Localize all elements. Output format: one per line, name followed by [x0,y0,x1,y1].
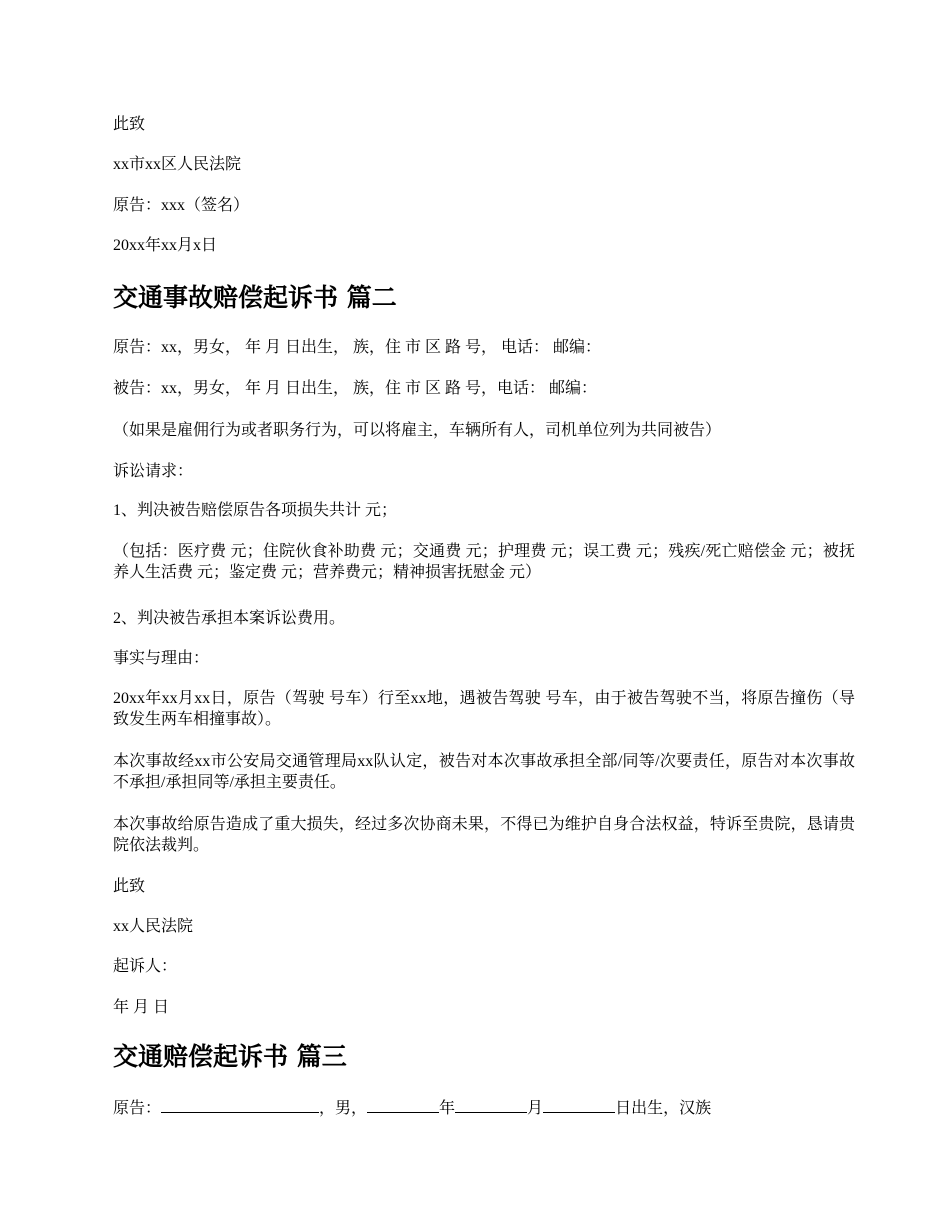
complainant-label: 起诉人： [113,958,178,975]
claim-2: 2、判决被告承担本案诉讼费用。 [113,610,346,627]
plaintiff-signature: 原告：xxx（签名） [113,197,250,214]
court-name-2: xx人民法院 [113,918,194,935]
year-blank[interactable] [367,1097,439,1113]
claim-1: 1、判决被告赔偿原告各项损失共计 元； [113,502,398,519]
month-label: 月 [527,1100,544,1117]
salutation-1: 此致 [113,116,146,133]
name-blank[interactable] [161,1097,319,1113]
month-blank[interactable] [455,1097,527,1113]
day-blank[interactable] [543,1097,615,1113]
plaintiff-prefix: 原告： [113,1100,162,1117]
date-2: 年 月 日 [113,999,170,1016]
date-1: 20xx年xx月x日 [113,237,218,254]
section-heading-2: 交通事故赔偿起诉书 篇二 [113,283,397,312]
year-label: 年 [439,1100,456,1117]
defendant-info: 被告：xx，男女， 年 月 日出生， 族，住 市 区 路 号，电话： 邮编： [113,380,598,397]
plaintiff-form-line [113,1097,855,1119]
born-ethnicity: 日出生，汉族 [615,1100,712,1117]
fact-1: 20xx年xx月xx日，原告（驾驶 号车）行至xx地，遇被告驾驶 号车，由于被告驾驶不当，将原告撞伤（导致发生两车相撞事故）。 [113,690,855,728]
fact-2: 本次事故经xx市公安局交通管理局xx队认定，被告对本次事故承担全部/同等/次要责任，原告对本次事故不承担/承担同等/承担主要责任。 [113,753,855,791]
claim-1-detail: （包括：医疗费 元；住院伙食补助费 元；交通费 元；护理费 元；误工费 元；残疾/死亡赔偿金 元；被抚养人生活费 元；鉴定费 元；营养费元；精神损害抚慰金 元） [113,543,855,581]
section-heading-3: 交通赔偿起诉书 篇三 [113,1042,347,1071]
facts-label: 事实与理由： [113,650,210,667]
court-name-1: xx市xx区人民法院 [113,156,242,173]
plaintiff-info: 原告：xx，男女， 年 月 日出生， 族，住 市 区 路 号， 电话： 邮编： [113,339,602,356]
fact-3: 本次事故给原告造成了重大损失，经过多次协商未果，不得已为维护自身合法权益，特诉至贵院，恳请贵院依法裁判。 [113,816,855,854]
claims-label: 诉讼请求： [113,463,194,480]
salutation-2: 此致 [113,878,146,895]
co-defendant-note: （如果是雇佣行为或者职务行为，可以将雇主，车辆所有人，司机单位列为共同被告） [113,422,722,439]
plaintiff-gender: ，男， [319,1100,368,1117]
